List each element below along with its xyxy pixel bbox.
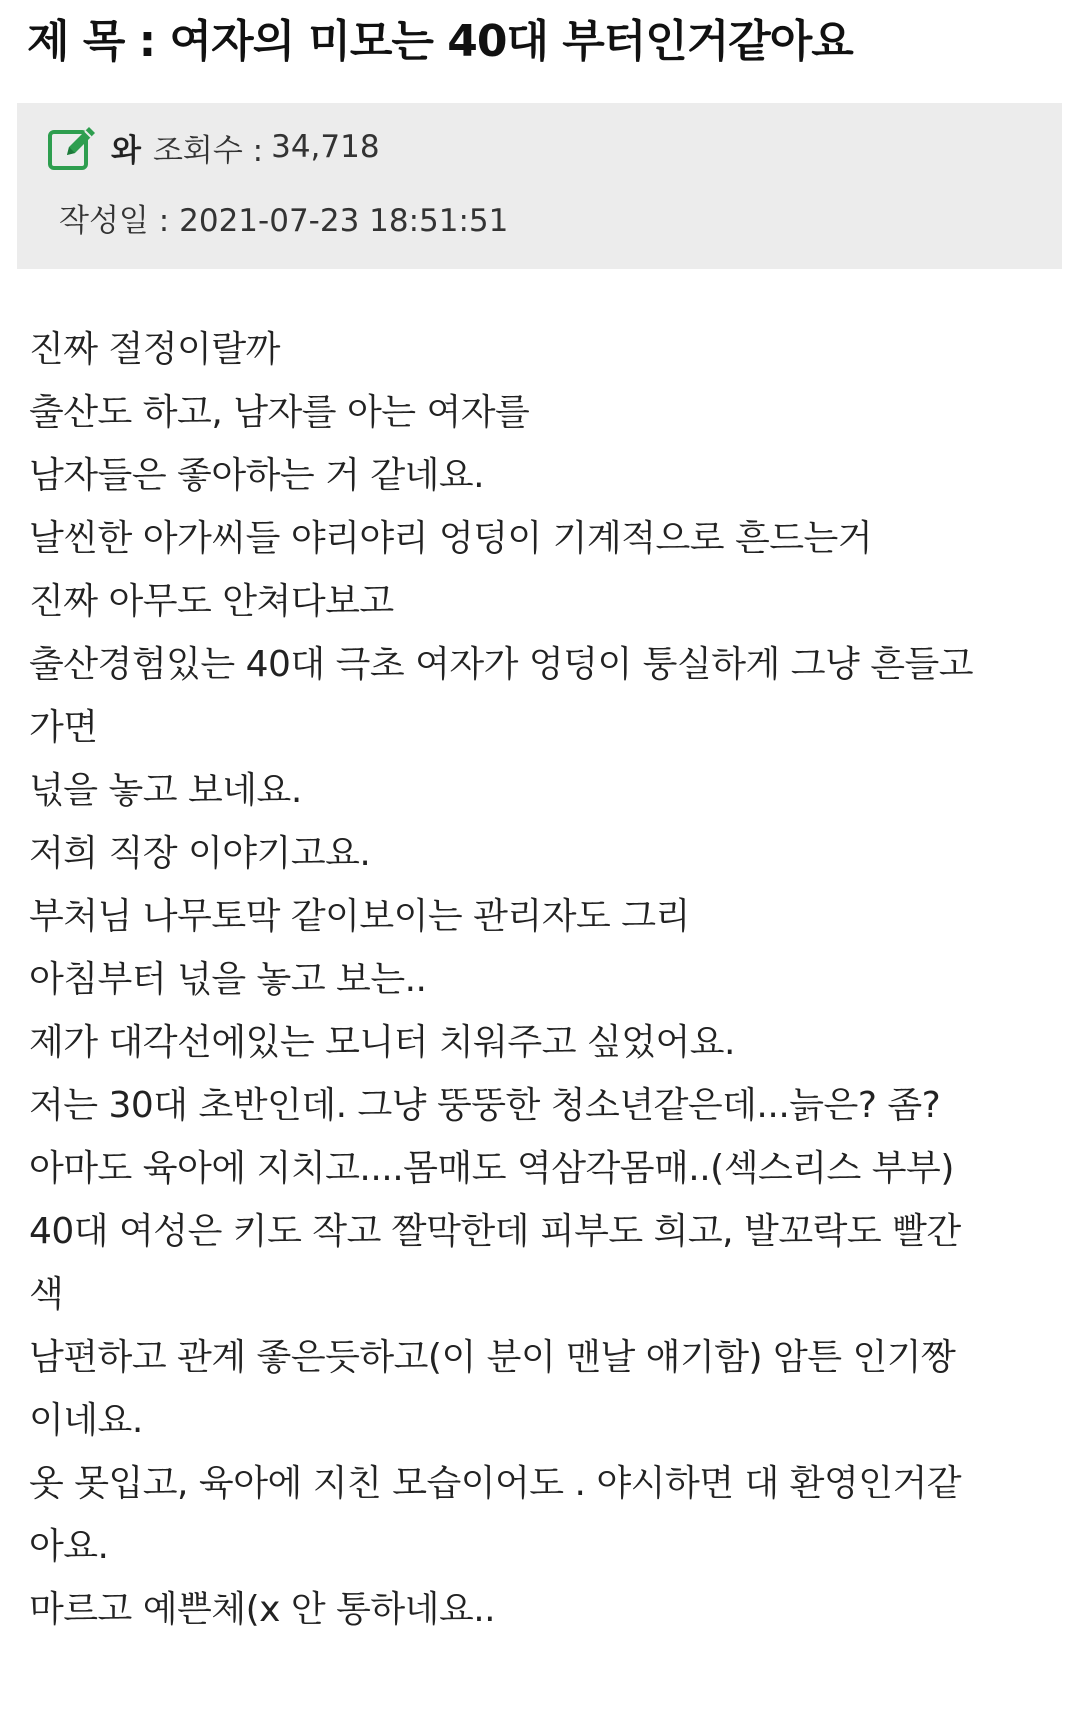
meta-date-row — [59, 196, 508, 246]
body-line: 마르고 예쁜체(x 안 통하네요.. — [29, 1589, 496, 1630]
body-line: 날씬한 아가씨들 야리야리 엉덩이 기계적으로 흔드는거 — [29, 518, 873, 559]
body-line: 제가 대각선에있는 모니터 치워주고 싶었어요. — [29, 1022, 735, 1063]
date-label: 작성일 : — [59, 203, 170, 239]
body-line: 아요. — [29, 1526, 109, 1567]
author-name[interactable]: 와 — [111, 132, 141, 169]
body-line: 저희 직장 이야기고요. — [29, 833, 371, 874]
edit-icon — [47, 121, 101, 173]
post-title: 제 목 : 여자의 미모는 40대 부터인거같아요 — [27, 16, 853, 67]
body-line: 아침부터 넋을 놓고 보는.. — [29, 959, 427, 1000]
body-line: 아마도 육아에 지치고....몸매도 역삼각몸매..(섹스리스 부부) — [29, 1148, 954, 1189]
post-body — [29, 318, 1059, 1641]
post-meta-box — [17, 103, 1062, 269]
views-count: 34,718 — [271, 129, 380, 165]
body-line: 이네요. — [29, 1400, 143, 1441]
body-line: 남자들은 좋아하는 거 같네요. — [29, 455, 485, 496]
body-line: 출산경험있는 40대 극초 여자가 엉덩이 퉁실하게 그냥 흔들고 — [29, 644, 974, 685]
post-date: 2021-07-23 18:51:51 — [179, 203, 509, 239]
body-line: 출산도 하고, 남자를 아는 여자를 — [29, 392, 530, 433]
body-line: 색 — [29, 1274, 64, 1315]
body-line: 40대 여성은 키도 작고 짤막한데 피부도 희고, 발꼬락도 빨간 — [29, 1211, 961, 1252]
body-line: 남편하고 관계 좋은듯하고(이 분이 맨날 얘기함) 암튼 인기짱 — [29, 1337, 956, 1378]
body-line: 저는 30대 초반인데. 그냥 뚱뚱한 청소년같은데...늙은? 좀? — [29, 1085, 941, 1126]
body-line: 넋을 놓고 보네요. — [29, 770, 302, 811]
body-line: 옷 못입고, 육아에 지친 모습이어도 . 야시하면 대 환영인거같 — [29, 1463, 962, 1504]
views-label: 조회수 : — [152, 132, 264, 169]
body-line: 부처님 나무토막 같이보이는 관리자도 그리 — [29, 896, 690, 937]
body-line: 가면 — [29, 707, 98, 748]
body-line: 진짜 절정이랄까 — [29, 329, 280, 370]
meta-author-row — [47, 121, 380, 173]
body-line: 진짜 아무도 안쳐다보고 — [29, 581, 394, 622]
